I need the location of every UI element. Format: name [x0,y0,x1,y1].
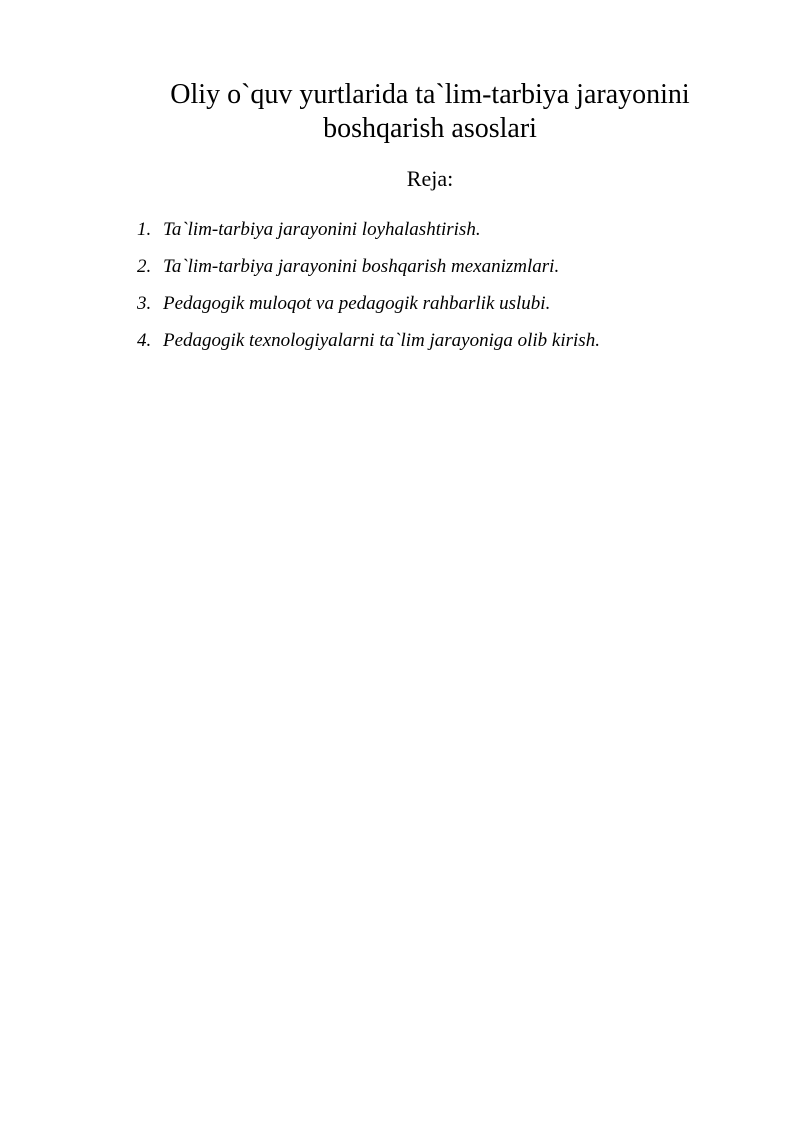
plan-heading: Reja: [406,166,454,191]
plan-item-number: 4. [137,330,152,351]
plan-item-text: Pedagogik muloqot va pedagogik rahbarlik uslubi. [163,293,551,314]
title-line-1: Oliy o`quv yurtlarida ta`lim-tarbiya jarayonini [170,79,690,110]
plan-item-number: 3. [137,293,152,314]
plan-item-text: Ta`lim-tarbiya jarayonini boshqarish mexanizmlari. [163,256,560,277]
plan-item-number: 1. [137,219,152,240]
plan-item [137,218,600,255]
plan-list [137,218,600,366]
plan-item [137,255,600,292]
title-line-2: boshqarish asoslari [323,113,537,144]
plan-item [137,329,600,366]
plan-item-text: Ta`lim-tarbiya jarayonini loyhalashtirish. [163,219,481,240]
plan-item-number: 2. [137,256,152,277]
document-title [130,78,730,146]
plan-item-text: Pedagogik texnologiyalarni ta`lim jarayoniga olib kirish. [163,330,600,351]
plan-item [137,292,600,329]
